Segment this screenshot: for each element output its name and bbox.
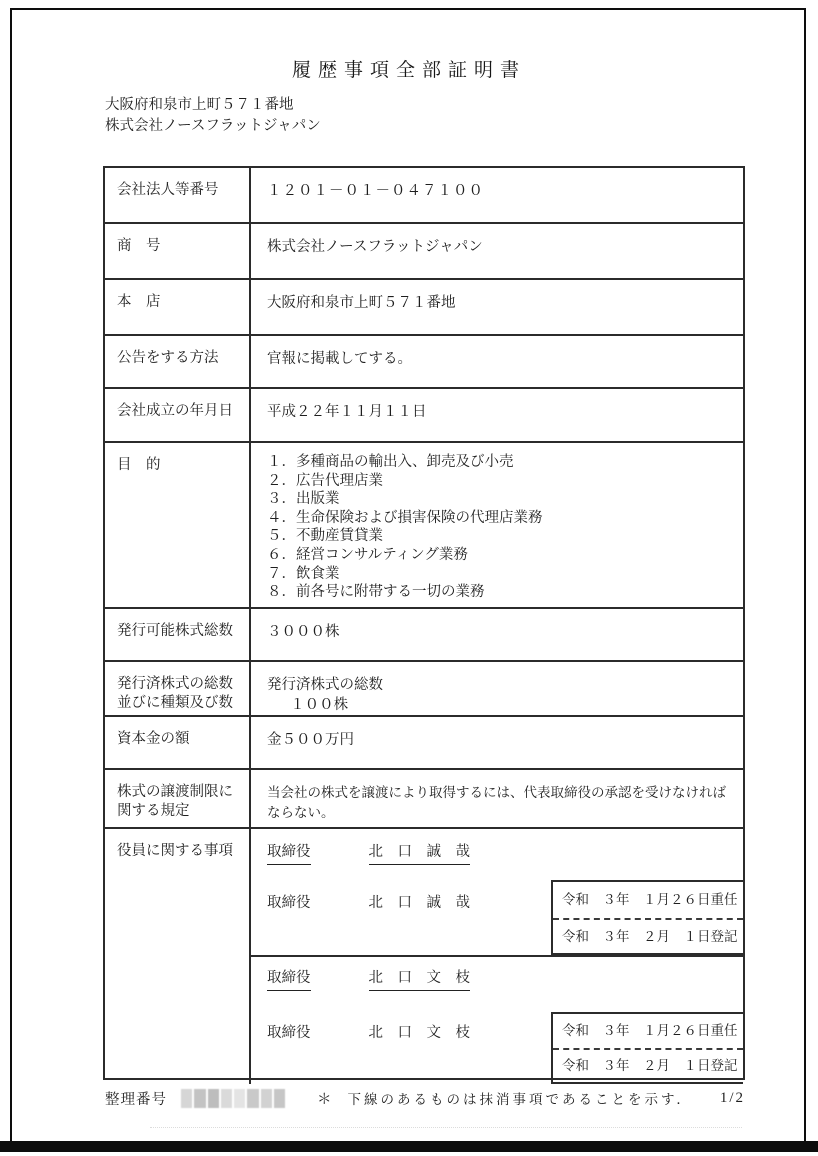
row-label: 役員に関する事項 [105,829,251,1084]
officer-role: 取締役 [267,895,311,911]
footnote-asterisk: ＊ [317,1091,332,1108]
footnote-text: 下線のあるものは抹消事項であることを示す． [347,1092,693,1107]
scan-bottom-band [0,1141,818,1152]
row-trade-name [105,222,743,278]
row-share-transfer-restriction [105,768,743,827]
public-notice-value: 官報に掲載してする。 [267,351,412,367]
issued-shares-value [251,662,743,715]
purpose-item: ４．生命保険および損害保険の代理店業務 [267,509,543,526]
authorized-shares-value: ３０００株 [267,624,340,640]
issued-shares-line1: 発行済株式の総数 [267,677,383,693]
trade-name-value: 株式会社ノースフラットジャパン [267,239,483,255]
scan-artifact-line [150,1127,742,1128]
officer-current-entry [267,1023,470,1043]
row-issued-shares [105,660,743,715]
purpose-list [251,443,743,607]
capital-value: 金５００万円 [267,732,354,748]
purpose-item: ３．出版業 [267,491,340,508]
officer-date-box [551,880,743,955]
row-purpose [105,441,743,607]
officer-block-fumie [251,955,743,1084]
row-label: 会社成立の年月日 [105,389,251,441]
row-officers [105,827,743,1084]
row-capital [105,715,743,768]
row-label: 発行済株式の総数並びに種類及び数 [105,662,251,715]
redacted-serial-mosaic [181,1089,285,1108]
officer-name: 北 口 文 枝 [368,1025,470,1041]
officer-name: 北 口 誠 哉 [368,895,470,911]
header-address-block [105,95,321,137]
officer-role: 取締役 [267,1025,311,1041]
row-label: 公告をする方法 [105,336,251,387]
purpose-item: ６．経営コンサルティング業務 [267,546,468,563]
page-footer [105,1086,745,1110]
row-label: 会社法人等番号 [105,168,251,222]
incorporation-date-value: 平成２２年１１月１１日 [267,404,427,420]
date-reappointed: 令和 ３年 １月２６日重任 [562,892,738,907]
header-company-line: 株式会社ノースフラットジャパン [105,118,321,134]
registry-table [103,166,745,1080]
date-registered: 令和 ３年 ２月 １日登記 [553,1048,743,1082]
row-public-notice [105,334,743,387]
purpose-item: ７．飲食業 [267,565,340,582]
officer-role-struck: 取締役 [267,968,311,991]
row-corporate-number [105,168,743,222]
row-label: 発行可能株式総数 [105,609,251,660]
row-authorized-shares [105,607,743,660]
officer-struck-entry [267,842,470,865]
head-office-value: 大阪府和泉市上町５７１番地 [267,295,456,311]
date-reappointed: 令和 ３年 １月２６日重任 [562,1023,738,1038]
officer-role-struck: 取締役 [267,842,311,865]
page-number: 1/2 [719,1089,745,1106]
officer-name-struck: 北 口 誠 哉 [369,842,471,865]
purpose-item: １．多種商品の輸出入、卸売及び小売 [267,454,514,470]
document-title: 履歴事項全部証明書 [291,60,526,81]
purpose-item: ８．前各号に附帯する一切の業務 [267,584,485,601]
serial-number-label: 整理番号 [105,1091,167,1108]
row-label: 株式の譲渡制限に関する規定 [105,770,251,827]
corporate-number-value: １２０１－０１－０４７１００ [267,183,484,199]
officer-block-seiya [251,829,743,955]
row-label: 目 的 [105,443,251,607]
date-registered: 令和 ３年 ２月 １日登記 [553,918,743,954]
issued-shares-line2: １００株 [290,697,349,713]
row-label: 資本金の額 [105,717,251,768]
header-address-line: 大阪府和泉市上町５７１番地 [105,97,294,113]
row-incorporation-date [105,387,743,441]
officer-current-entry [267,893,470,913]
purpose-item: ２．広告代理店業 [267,472,383,489]
share-transfer-restriction-value: 当会社の株式を譲渡により取得するには、代表取締役の承認を受けなければならない。 [267,785,726,820]
row-label: 本 店 [105,280,251,334]
row-label: 商 号 [105,224,251,278]
row-head-office [105,278,743,334]
officers-cell [251,829,743,1084]
officer-date-box [551,1012,743,1084]
purpose-item: ５．不動産賃貸業 [267,528,383,545]
officer-name-struck: 北 口 文 枝 [369,968,471,991]
officer-struck-entry [267,968,470,991]
